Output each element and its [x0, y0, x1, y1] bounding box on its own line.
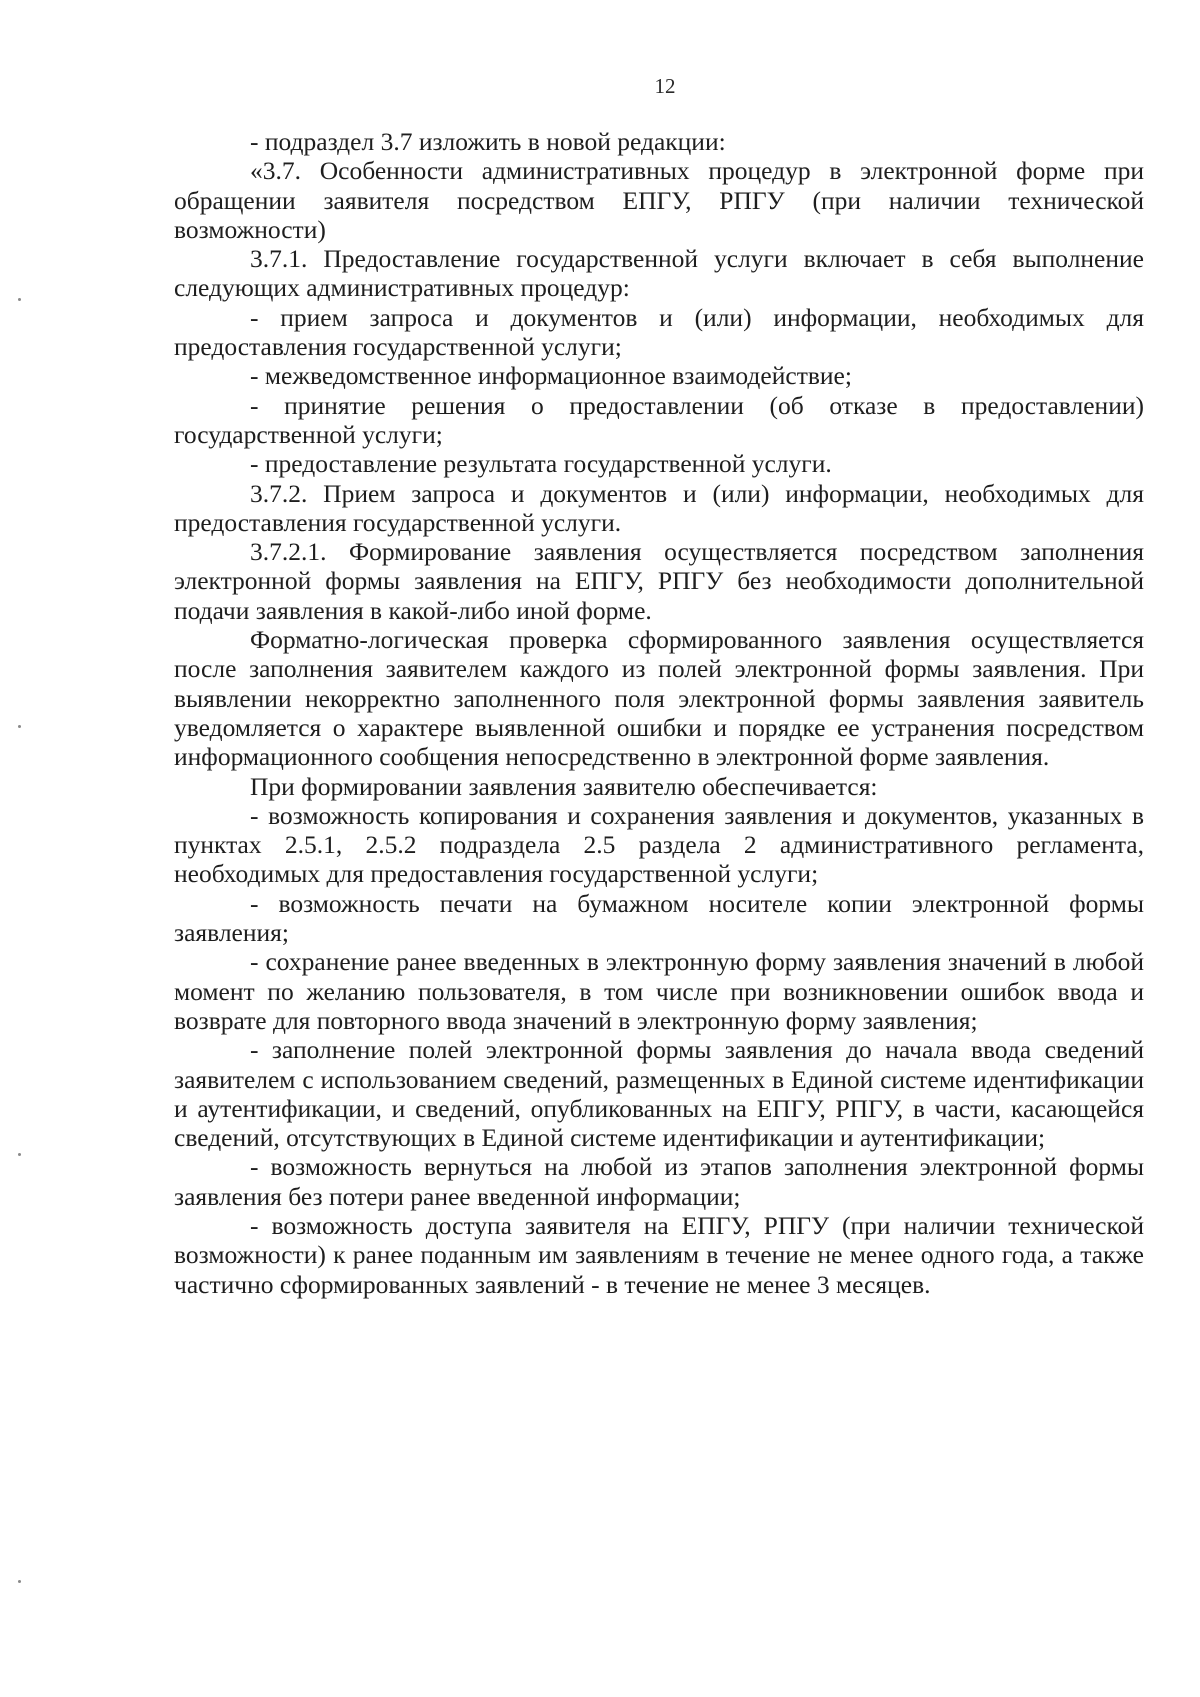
- paragraph: 3.7.2.1. Формирование заявления осуществляется посредством заполнения электронной формы заявления на ЕПГУ, РПГУ без необходимости дополнительной подачи заявления в какой-либо иной форме.: [174, 537, 1144, 625]
- scan-speck: [18, 1153, 21, 1156]
- section-heading: «3.7. Особенности административных процедур в электронной форме при обращении заявителя посредством ЕПГУ, РПГУ (при наличии технической возможности): [174, 156, 1144, 244]
- scan-speck: [18, 725, 21, 728]
- list-item: - возможность печати на бумажном носителе копии электронной формы заявления;: [174, 888, 1144, 948]
- paragraph: Форматно-логическая проверка сформированного заявления осуществляется после заполнения заявителем каждого из полей электронной формы заявления. При выявлении некорректно заполненного поля электронной формы заявления заявитель уведомляется о характере выявленной ошибки и порядке ее устранения посредством информационного сообщения непосредственно в электронной форме заявления.: [174, 625, 1144, 772]
- paragraph: 3.7.1. Предоставление государственной услуги включает в себя выполнение следующих административных процедур:: [174, 244, 1144, 303]
- list-item: - сохранение ранее введенных в электронную форму заявления значений в любой момент по желанию пользователя, в том числе при возникновении ошибок ввода и возврате для повторного ввода значений в электронную форму заявления;: [174, 947, 1144, 1035]
- list-item: - возможность доступа заявителя на ЕПГУ, РПГУ (при наличии технической возможности) к ранее поданным им заявлениям в течение не менее одного года, а также частично сформированных заявлений - в течение не менее 3 месяцев.: [174, 1210, 1144, 1299]
- list-item: - предоставление результата государственной услуги.: [250, 449, 832, 479]
- list-item: - прием запроса и документов и (или) информации, необходимых для предоставления государственной услуги;: [174, 302, 1144, 362]
- paragraph: - подраздел 3.7 изложить в новой редакции:: [250, 127, 726, 156]
- list-item: - заполнение полей электронной формы заявления до начала ввода сведений заявителем с использованием сведений, размещенных в Единой системе идентификации и аутентификации, и сведений, опубликованных на ЕПГУ, РПГУ, в части, касающейся сведений, отсутствующих в Единой системе идентификации и аутентификации;: [174, 1035, 1144, 1153]
- list-item: - возможность копирования и сохранения заявления и документов, указанных в пунктах 2.5.1, 2.5.2 подраздела 2.5 раздела 2 административного регламента, необходимых для предоставления государственной услуги;: [174, 800, 1144, 889]
- scan-speck: [18, 1580, 21, 1583]
- list-item: - межведомственное информационное взаимодействие;: [250, 361, 852, 391]
- page-number: 12: [654, 74, 676, 98]
- list-item: - возможность вернуться на любой из этапов заполнения электронной формы заявления без потери ранее введенной информации;: [174, 1152, 1144, 1211]
- paragraph: 3.7.2. Прием запроса и документов и (или) информации, необходимых для предоставления государственной услуги.: [174, 478, 1144, 537]
- list-item: - принятие решения о предоставлении (об отказе в предоставлении) государственной услуги;: [174, 390, 1144, 449]
- document-body: [174, 127, 1144, 1299]
- scan-speck: [18, 298, 21, 301]
- paragraph: При формировании заявления заявителю обеспечивается:: [250, 771, 878, 801]
